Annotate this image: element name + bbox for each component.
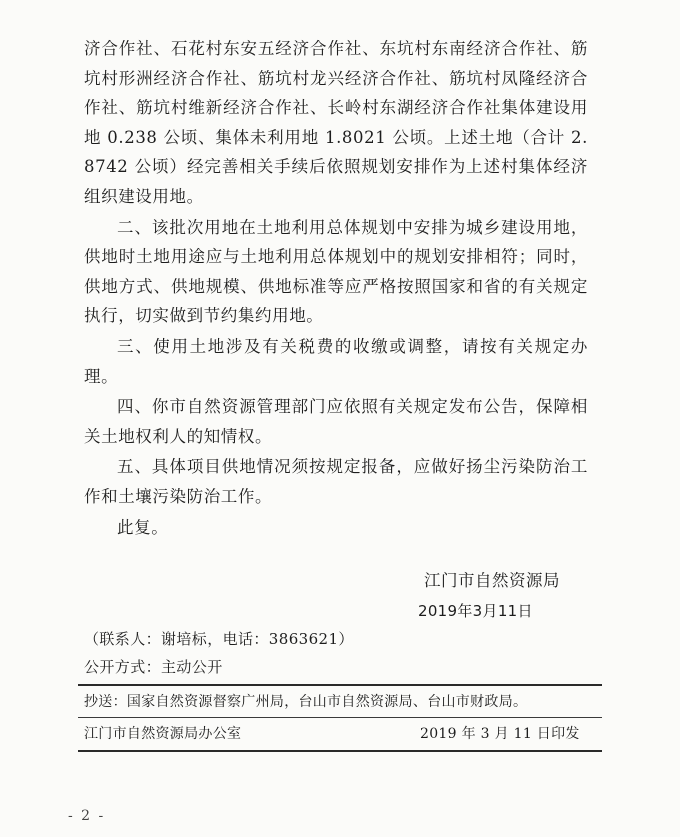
- paragraph-item-3: 三、使用土地涉及有关税费的收缴或调整，请按有关规定办理。: [84, 336, 588, 386]
- issuing-office: 江门市自然资源局办公室: [84, 726, 242, 742]
- contact-info: （联系人：谢培标，电话：3863621）: [84, 630, 354, 648]
- paragraph-item-4: 四、你市自然资源管理部门应依照有关规定发布公告，保障相关土地权利人的知情权。: [84, 397, 588, 446]
- paragraph-item-5: 五、具体项目供地情况须按规定报备，应做好扬尘污染防治工作和土壤污染防治工作。: [84, 457, 588, 506]
- divider-bottom: [78, 750, 602, 752]
- signature-block: [418, 566, 594, 626]
- paragraph-item-2: 二、该批次用地在土地利用总体规划中安排为城乡建设用地，供地时土地用途应与土地利用总体规划中的规划安排相符；同时，供地方式、供地规模、供地标准等应严格按照国家和省的有关规定执行，切实做到节约集约用地。: [84, 217, 588, 326]
- closing-remark: 此复。: [117, 517, 169, 537]
- document-body: [84, 34, 588, 542]
- divider-middle: [78, 717, 602, 718]
- issue-date: 2019 年 3 月 11 日印发: [420, 726, 580, 742]
- signature-date: 2019年3月11日: [418, 602, 533, 620]
- page-number: - 2 -: [68, 808, 106, 824]
- divider-top: [78, 684, 602, 686]
- disclosure-method: 公开方式：主动公开: [84, 658, 223, 676]
- cc-recipients: 抄送：国家自然资源督察广州局，台山市自然资源局、台山市财政局。: [84, 694, 528, 710]
- paragraph-continued: 济合作社、石花村东安五经济合作社、东坑村东南经济合作社、筋坑村形洲经济合作社、筋坑村龙兴经济合作社、筋坑村凤隆经济合作社、筋坑村维新经济合作社、长岭村东湖经济合作社集体建设用地 0.238 公顷、集体未利用地 1.8021 公顷。上述土地（合计 2.8742 公顷）经完善相关手续后依照规划安排作为上述村集体经济组织建设用地。: [84, 39, 588, 206]
- issuing-organization: 江门市自然资源局: [424, 571, 560, 590]
